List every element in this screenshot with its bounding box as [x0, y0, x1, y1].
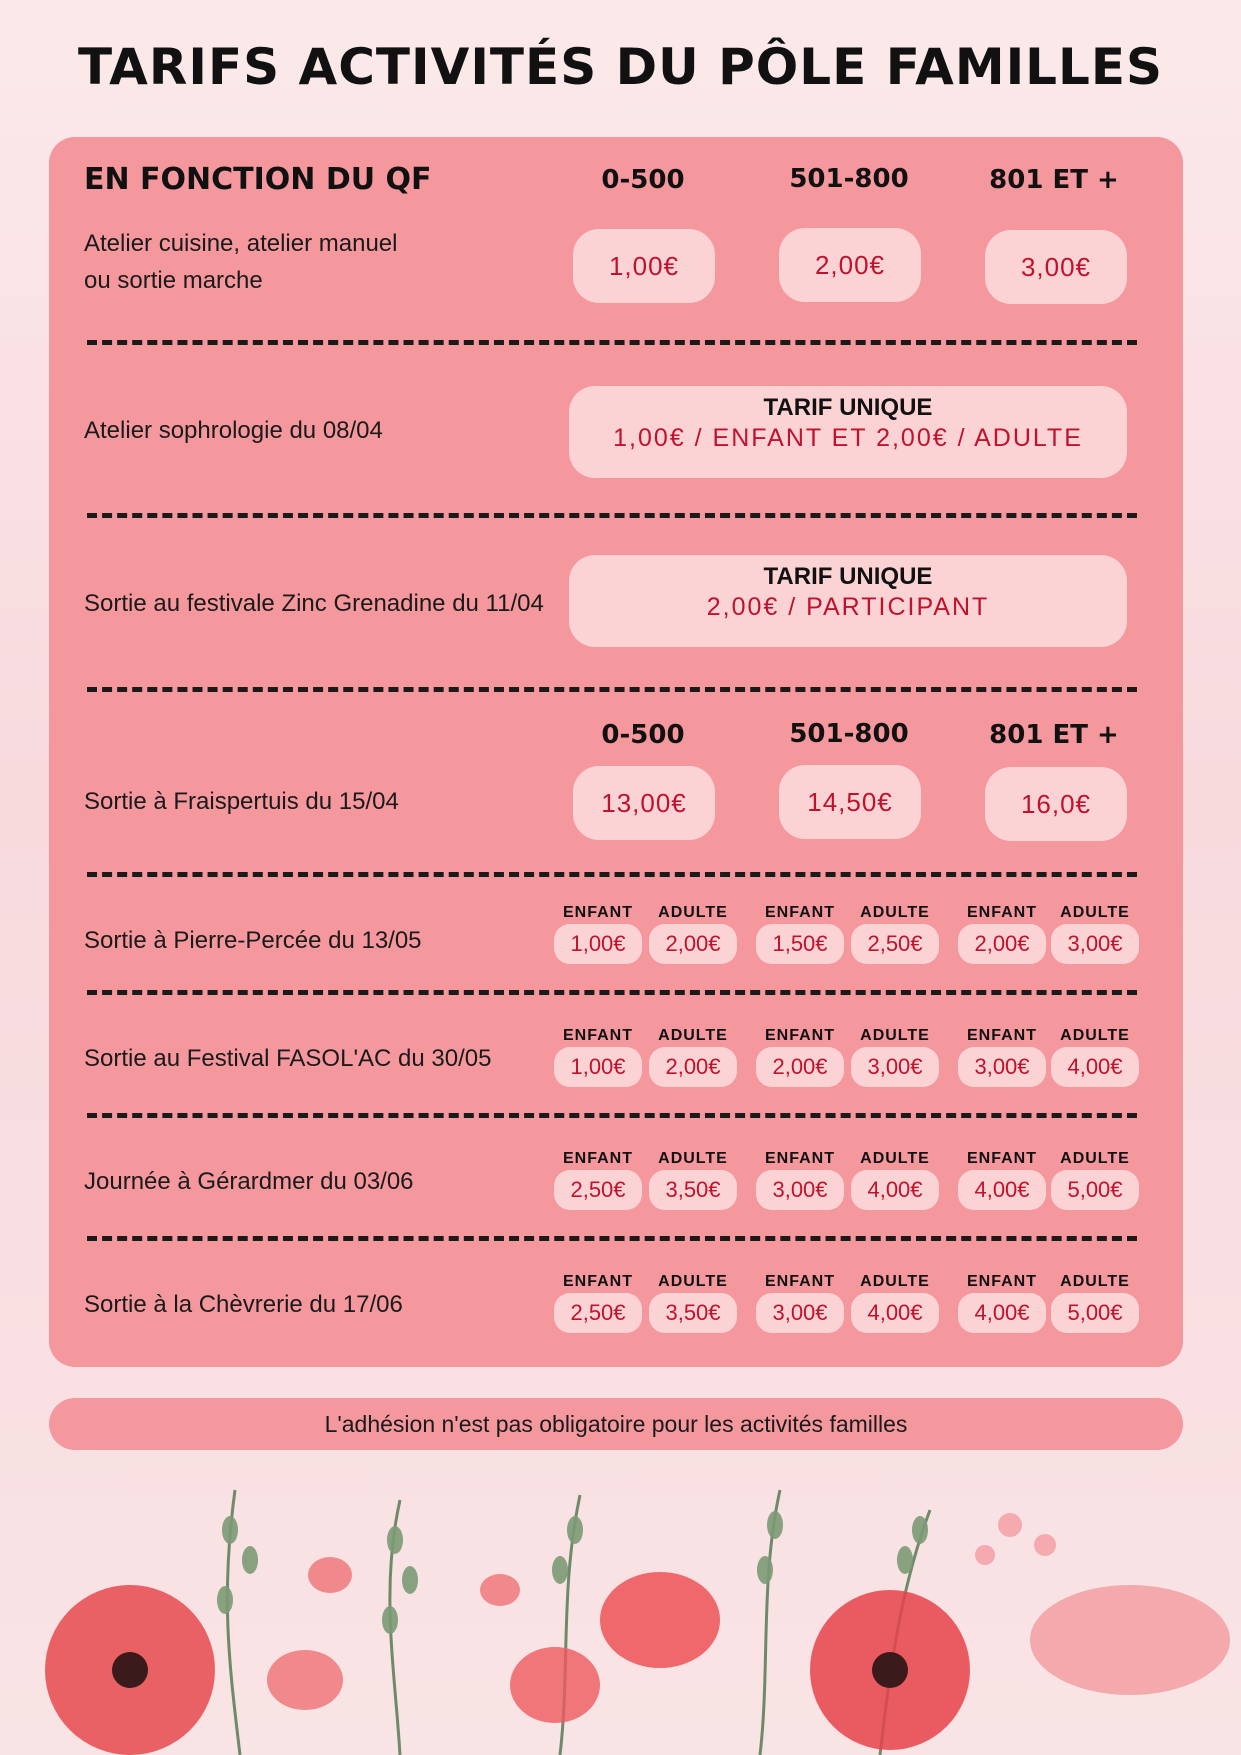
- col-header-801-plus: 801 ET +: [989, 720, 1119, 750]
- price-child: ENFANT 2,50€: [554, 1273, 642, 1333]
- row-label-atelier-cuisine: Atelier cuisine, atelier manuel ou sortie marche: [84, 230, 398, 294]
- price-child: ENFANT 3,00€: [756, 1273, 844, 1333]
- page-title: TARIFS ACTIVITÉS DU PÔLE FAMILLES: [77, 38, 1164, 96]
- row-label-sophrologie: Atelier sophrologie du 08/04: [84, 417, 383, 444]
- price-child: ENFANT 1,50€: [756, 904, 844, 964]
- price-adult: ADULTE 4,00€: [851, 1150, 939, 1210]
- price-child: ENFANT 1,00€: [554, 1027, 642, 1087]
- row-label-fraispertuis: Sortie à Fraispertuis du 15/04: [84, 788, 399, 815]
- price-adult: ADULTE 5,00€: [1051, 1273, 1139, 1333]
- price-pill: 2,00€: [779, 228, 921, 302]
- price-child: ENFANT 3,00€: [958, 1027, 1046, 1087]
- price-child: ENFANT 2,00€: [958, 904, 1046, 964]
- tarif-unique-box: [569, 386, 1127, 478]
- price-adult: ADULTE 3,50€: [649, 1150, 737, 1210]
- tariff-panel: [49, 137, 1183, 1367]
- price-pill: 1,00€: [573, 229, 715, 303]
- row-label-zinc-grenadine: Sortie au festivale Zinc Grenadine du 11/04: [84, 590, 544, 617]
- price-pill: 16,0€: [985, 767, 1127, 841]
- tarif-unique-title: TARIF UNIQUE: [763, 563, 933, 590]
- price-adult: ADULTE 3,50€: [649, 1273, 737, 1333]
- col-header-0-500: 0-500: [601, 165, 685, 195]
- flower-decoration: [0, 1470, 1241, 1755]
- footer-note: L'adhésion n'est pas obligatoire pour les activités familles: [49, 1398, 1183, 1450]
- price-adult: ADULTE 3,00€: [851, 1027, 939, 1087]
- price-adult: ADULTE 5,00€: [1051, 1150, 1139, 1210]
- tarif-unique-title: TARIF UNIQUE: [763, 394, 933, 421]
- divider: [87, 340, 1137, 345]
- tarif-unique-text: 2,00€ / PARTICIPANT: [706, 593, 990, 621]
- divider: [87, 687, 1137, 692]
- row-label-chevrerie: Sortie à la Chèvrerie du 17/06: [84, 1291, 403, 1318]
- price-adult: ADULTE 4,00€: [851, 1273, 939, 1333]
- price-pill: 3,00€: [985, 230, 1127, 304]
- divider: [87, 872, 1137, 877]
- price-child: ENFANT 2,50€: [554, 1150, 642, 1210]
- row-label-pierre-percee: Sortie à Pierre-Percée du 13/05: [84, 927, 422, 954]
- price-pill: 13,00€: [573, 766, 715, 840]
- row-label-gerardmer: Journée à Gérardmer du 03/06: [84, 1168, 414, 1195]
- price-adult: ADULTE 4,00€: [1051, 1027, 1139, 1087]
- price-child: ENFANT 4,00€: [958, 1150, 1046, 1210]
- divider: [87, 513, 1137, 518]
- col-header-501-800: 501-800: [789, 719, 909, 749]
- price-child: ENFANT 2,00€: [756, 1027, 844, 1087]
- divider: [87, 990, 1137, 995]
- col-header-0-500: 0-500: [601, 720, 685, 750]
- price-child: ENFANT 1,00€: [554, 904, 642, 964]
- price-pill: 14,50€: [779, 765, 921, 839]
- price-child: ENFANT 3,00€: [756, 1150, 844, 1210]
- col-header-501-800: 501-800: [789, 164, 909, 194]
- price-child: ENFANT 4,00€: [958, 1273, 1046, 1333]
- tarif-unique-text: 1,00€ / ENFANT ET 2,00€ / ADULTE: [613, 424, 1083, 452]
- divider: [87, 1236, 1137, 1241]
- price-adult: ADULTE 3,00€: [1051, 904, 1139, 964]
- tarif-unique-box: [569, 555, 1127, 647]
- price-adult: ADULTE 2,50€: [851, 904, 939, 964]
- col-header-801-plus: 801 ET +: [989, 165, 1119, 195]
- divider: [87, 1113, 1137, 1118]
- price-adult: ADULTE 2,00€: [649, 904, 737, 964]
- qf-heading: EN FONCTION DU QF: [84, 162, 432, 197]
- row-label-fasolac: Sortie au Festival FASOL'AC du 30/05: [84, 1045, 492, 1072]
- price-adult: ADULTE 2,00€: [649, 1027, 737, 1087]
